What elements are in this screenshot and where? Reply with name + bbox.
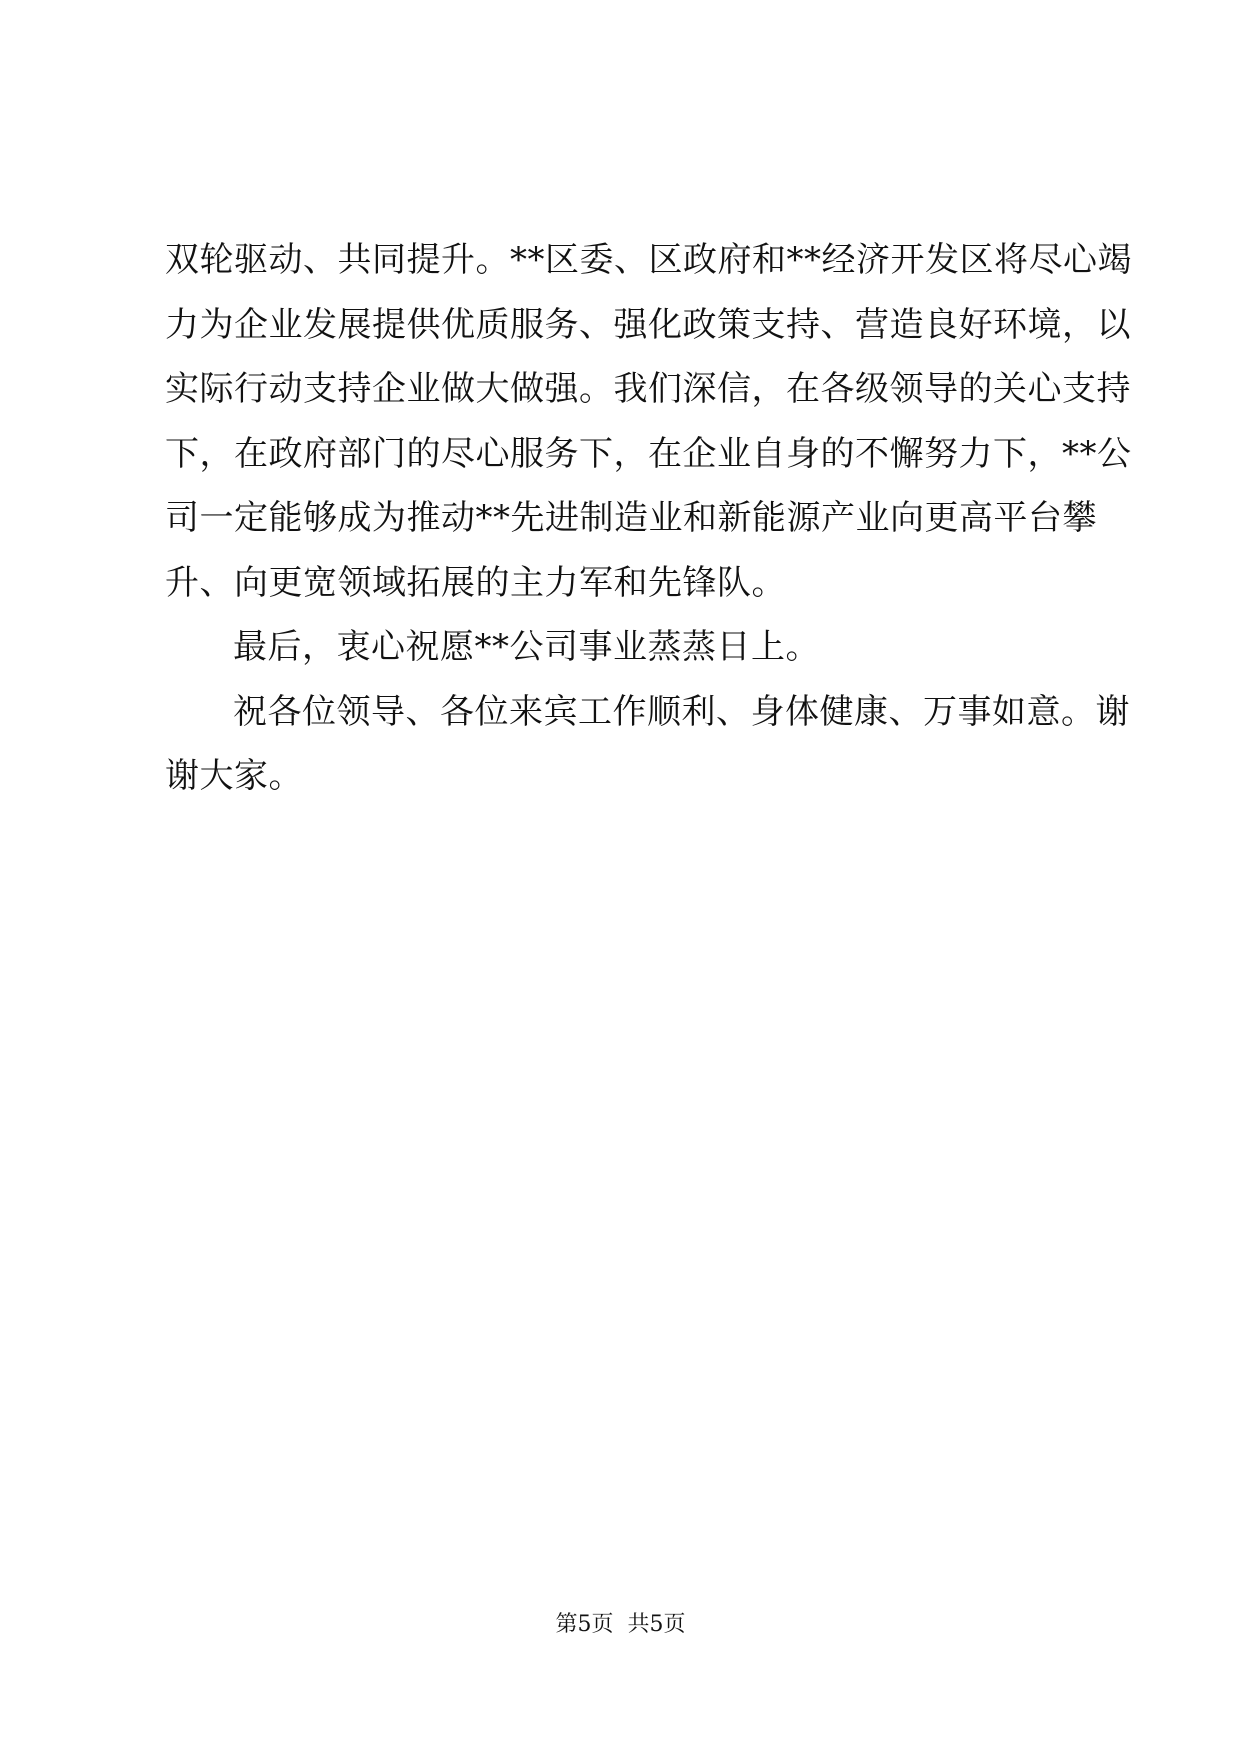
- text-line: 谢大家。: [165, 756, 303, 796]
- text-line: 司一定能够成为推动**先进制造业和新能源产业向更高平台攀: [165, 498, 1097, 538]
- paragraph-3: [165, 680, 1130, 809]
- text-line: 升、向更宽领域拓展的主力军和先锋队。: [165, 562, 786, 603]
- page-total: 共5页: [627, 1612, 686, 1637]
- paragraph-2: [165, 615, 1085, 680]
- text-line: 最后，衷心祝愿**公司事业蒸蒸日上。: [233, 627, 820, 667]
- body-text: [165, 228, 1132, 809]
- page-footer: [0, 1611, 1241, 1639]
- text-line: 力为企业发展提供优质服务、强化政策支持、营造良好环境，以: [165, 304, 1131, 345]
- page-number: 第5页: [555, 1612, 614, 1637]
- text-line: 下，在政府部门的尽心服务下，在企业自身的不懈努力下，**公: [165, 433, 1132, 474]
- text-line: 实际行动支持企业做大做强。我们深信，在各级领导的关心支持: [165, 369, 1131, 409]
- text-line: 祝各位领导、各位来宾工作顺利、身体健康、万事如意。谢: [233, 691, 1130, 732]
- paragraph-1: [165, 228, 1132, 615]
- text-line: 双轮驱动、共同提升。**区委、区政府和**经济开发区将尽心竭: [165, 240, 1132, 280]
